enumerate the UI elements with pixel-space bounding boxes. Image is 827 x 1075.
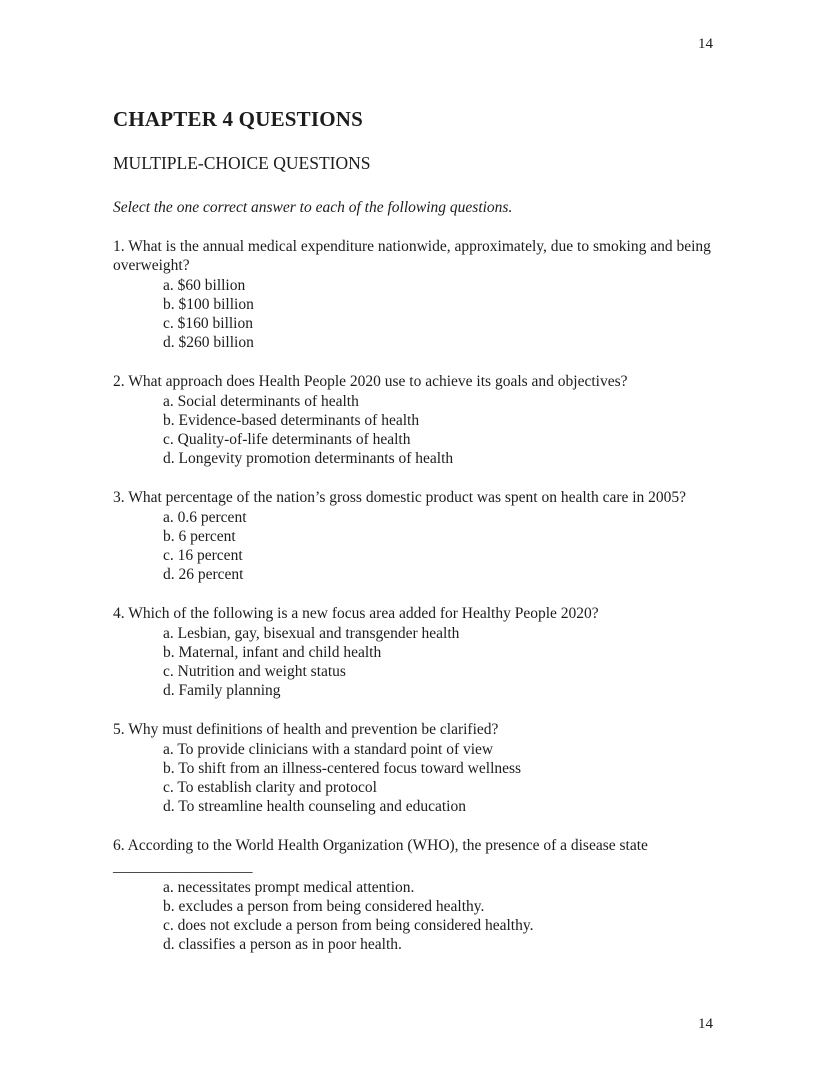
question-text — [113, 237, 713, 275]
option-letter: b. — [163, 411, 175, 429]
option-letter: d. — [163, 798, 175, 816]
question-number: 5. — [113, 721, 125, 739]
answer-option — [113, 527, 713, 546]
option-text: Lesbian, gay, bisexual and transgender health — [177, 624, 460, 642]
answer-option — [113, 935, 713, 954]
option-text: Family planning — [178, 682, 281, 700]
option-text: To establish clarity and protocol — [177, 779, 377, 797]
option-letter: c. — [163, 779, 174, 797]
option-letter: d. — [163, 936, 175, 954]
answer-option — [113, 392, 713, 411]
page-content — [113, 106, 713, 955]
question-text — [113, 836, 713, 855]
answer-option — [113, 878, 713, 897]
options-list — [113, 624, 713, 701]
question-body: What percentage of the nation’s gross domestic product was spent on health care in 2005? — [128, 489, 687, 507]
answer-option — [113, 740, 713, 759]
answer-option — [113, 681, 713, 700]
answer-option — [113, 295, 713, 314]
answer-option — [113, 778, 713, 797]
question-body: What is the annual medical expenditure nationwide, approximately, due to smoking and being overweight? — [113, 238, 711, 275]
options-list — [113, 740, 713, 817]
question-body: What approach does Health People 2020 use to achieve its goals and objectives? — [128, 373, 628, 391]
question-number: 6. — [113, 837, 125, 855]
answer-option — [113, 276, 713, 295]
option-text: $100 billion — [178, 295, 254, 313]
option-letter: c. — [163, 917, 174, 935]
question-block — [113, 237, 713, 352]
answer-option — [113, 333, 713, 352]
option-text: 0.6 percent — [177, 508, 247, 526]
option-text: To streamline health counseling and education — [178, 798, 466, 816]
answer-option — [113, 643, 713, 662]
option-text: 26 percent — [178, 566, 244, 584]
answer-option — [113, 565, 713, 584]
answer-option — [113, 449, 713, 468]
option-letter: a. — [163, 740, 174, 758]
option-letter: d. — [163, 334, 175, 352]
question-number: 3. — [113, 489, 125, 507]
option-letter: b. — [163, 759, 175, 777]
answer-option — [113, 662, 713, 681]
option-text: To shift from an illness-centered focus toward wellness — [178, 759, 522, 777]
options-list — [113, 508, 713, 585]
answer-blank-line: __________________ — [113, 857, 253, 875]
option-text: does not exclude a person from being considered healthy. — [177, 917, 534, 935]
option-letter: a. — [163, 624, 174, 642]
options-list — [113, 276, 713, 353]
option-text: $60 billion — [177, 276, 246, 294]
option-text: Nutrition and weight status — [177, 663, 346, 681]
option-text: Maternal, infant and child health — [178, 643, 382, 661]
option-text: classifies a person as in poor health. — [178, 936, 402, 954]
section-subtitle: MULTIPLE-CHOICE QUESTIONS — [113, 153, 371, 173]
question-body: According to the World Health Organization (WHO), the presence of a disease state — [127, 837, 648, 855]
option-letter: c. — [163, 547, 174, 565]
option-letter: c. — [163, 315, 174, 333]
questions-list — [113, 237, 713, 954]
question-text — [113, 488, 713, 507]
answer-option — [113, 508, 713, 527]
option-text: Quality-of-life determinants of health — [177, 431, 411, 449]
option-letter: a. — [163, 878, 174, 896]
option-text: $160 billion — [177, 315, 253, 333]
option-text: 6 percent — [178, 527, 236, 545]
option-text: Longevity promotion determinants of health — [178, 450, 454, 468]
option-letter: b. — [163, 295, 175, 313]
question-block — [113, 836, 713, 954]
answer-option — [113, 546, 713, 565]
question-block — [113, 372, 713, 468]
option-text: Social determinants of health — [177, 392, 359, 410]
answer-option — [113, 624, 713, 643]
option-letter: d. — [163, 450, 175, 468]
options-list — [113, 392, 713, 469]
answer-option — [113, 411, 713, 430]
question-number: 4. — [113, 605, 125, 623]
option-letter: d. — [163, 566, 175, 584]
page-number-bottom: 14 — [698, 1016, 713, 1032]
option-letter: b. — [163, 643, 175, 661]
option-letter: c. — [163, 663, 174, 681]
answer-option — [113, 314, 713, 333]
question-body: Why must definitions of health and prevention be clarified? — [128, 721, 499, 739]
option-letter: b. — [163, 527, 175, 545]
question-text — [113, 604, 713, 623]
options-list — [113, 878, 713, 955]
answer-option — [113, 797, 713, 816]
question-number: 1. — [113, 238, 125, 256]
option-letter: a. — [163, 392, 174, 410]
answer-option — [113, 759, 713, 778]
option-text: $260 billion — [178, 334, 254, 352]
option-text: 16 percent — [177, 547, 243, 565]
question-text — [113, 720, 713, 739]
answer-option — [113, 897, 713, 916]
question-text — [113, 372, 713, 391]
option-letter: a. — [163, 276, 174, 294]
answer-option — [113, 916, 713, 935]
option-letter: d. — [163, 682, 175, 700]
question-block — [113, 488, 713, 584]
page-number-top: 14 — [698, 36, 713, 52]
option-letter: b. — [163, 897, 175, 915]
option-text: Evidence-based determinants of health — [178, 411, 420, 429]
option-text: excludes a person from being considered healthy. — [178, 897, 485, 915]
answer-option — [113, 430, 713, 449]
instruction-text: Select the one correct answer to each of the following questions. — [113, 199, 513, 216]
option-letter: a. — [163, 508, 174, 526]
question-block — [113, 604, 713, 700]
question-body: Which of the following is a new focus area added for Healthy People 2020? — [128, 605, 599, 623]
option-text: necessitates prompt medical attention. — [177, 878, 415, 896]
chapter-title: CHAPTER 4 QUESTIONS — [113, 107, 364, 131]
question-number: 2. — [113, 373, 125, 391]
question-block — [113, 720, 713, 816]
option-text: To provide clinicians with a standard point of view — [177, 740, 494, 758]
option-letter: c. — [163, 431, 174, 449]
